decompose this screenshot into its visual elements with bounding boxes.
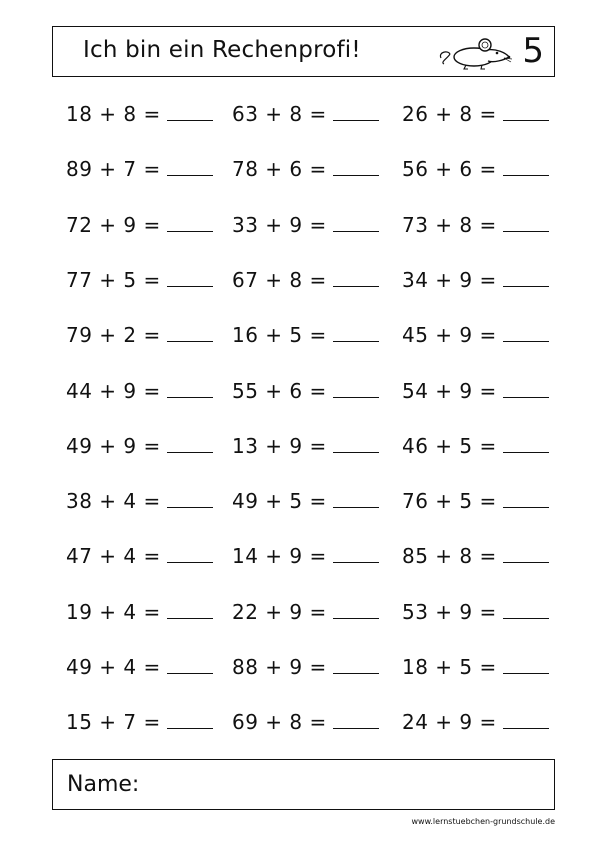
task-equation: 19 + 4 =: [66, 599, 161, 624]
task-equation: 45 + 9 =: [402, 323, 497, 348]
task-item: [66, 155, 213, 181]
answer-blank[interactable]: [167, 598, 213, 619]
task-equation: 77 + 5 =: [66, 267, 161, 292]
task-equation: 88 + 9 =: [232, 655, 327, 679]
task-equation: 46 + 5 =: [402, 433, 497, 458]
task-item: [66, 266, 213, 292]
task-equation: 24 + 9 =: [402, 710, 497, 735]
task-equation: 49 + 4 =: [66, 655, 161, 679]
task-equation: 54 + 9 =: [402, 378, 497, 403]
task-equation: 55 + 6 =: [232, 378, 327, 403]
task-item: [402, 100, 549, 126]
task-row: [0, 528, 595, 584]
task-item: [66, 211, 213, 237]
task-equation: 34 + 9 =: [402, 267, 497, 292]
answer-blank[interactable]: [167, 155, 213, 176]
task-equation: 14 + 9 =: [232, 544, 327, 569]
task-row: [0, 363, 595, 419]
answer-blank[interactable]: [167, 542, 213, 563]
name-box[interactable]: [52, 759, 555, 810]
task-row: [0, 418, 595, 474]
task-equation: 69 + 8 =: [232, 710, 327, 735]
task-equation: 49 + 5 =: [232, 489, 327, 514]
task-equation: 16 + 5 =: [232, 323, 327, 348]
task-item: [66, 542, 213, 568]
task-equation: 26 + 8 =: [402, 102, 497, 126]
answer-blank[interactable]: [333, 432, 379, 453]
task-item: [402, 708, 549, 734]
task-item: [402, 653, 549, 679]
task-equation: 63 + 8 =: [232, 102, 327, 126]
task-item: [232, 266, 379, 292]
task-item: [66, 598, 213, 624]
task-row: [0, 252, 595, 308]
answer-blank[interactable]: [503, 598, 549, 619]
answer-blank[interactable]: [333, 708, 379, 729]
task-item: [402, 598, 549, 624]
task-equation: 18 + 5 =: [402, 655, 497, 679]
task-equation: 78 + 6 =: [232, 157, 327, 182]
task-equation: 49 + 9 =: [66, 433, 161, 458]
answer-blank[interactable]: [503, 377, 549, 398]
answer-blank[interactable]: [167, 100, 213, 121]
task-equation: 44 + 9 =: [66, 378, 161, 403]
task-item: [232, 708, 379, 734]
task-item: [66, 708, 213, 734]
task-item: [232, 211, 379, 237]
task-item: [232, 542, 379, 568]
answer-blank[interactable]: [333, 155, 379, 176]
answer-blank[interactable]: [333, 100, 379, 121]
page-title: Ich bin ein Rechenprofi!: [83, 37, 361, 63]
task-equation: 13 + 9 =: [232, 433, 327, 458]
task-equation: 15 + 7 =: [66, 710, 161, 735]
answer-blank[interactable]: [333, 266, 379, 287]
task-item: [402, 542, 549, 568]
task-equation: 67 + 8 =: [232, 267, 327, 292]
task-row: [0, 584, 595, 640]
task-item: [402, 432, 549, 458]
task-item: [232, 598, 379, 624]
task-equation: 72 + 9 =: [66, 212, 161, 237]
answer-blank[interactable]: [167, 432, 213, 453]
answer-blank[interactable]: [333, 377, 379, 398]
task-item: [66, 321, 213, 347]
task-item: [402, 266, 549, 292]
answer-blank[interactable]: [167, 266, 213, 287]
task-row: [0, 141, 595, 197]
task-row: [0, 307, 595, 363]
answer-blank[interactable]: [503, 100, 549, 121]
task-equation: 89 + 7 =: [66, 157, 161, 182]
answer-blank[interactable]: [503, 155, 549, 176]
footer-url: www.lernstuebchen-grundschule.de: [411, 817, 555, 826]
task-row: [0, 694, 595, 750]
task-item: [232, 487, 379, 513]
name-label: Name:: [67, 772, 140, 797]
task-equation: 79 + 2 =: [66, 323, 161, 348]
answer-blank[interactable]: [167, 487, 213, 508]
task-item: [402, 321, 549, 347]
task-item: [232, 653, 379, 679]
task-equation: 38 + 4 =: [66, 489, 161, 514]
sheet-number: 5: [522, 31, 544, 71]
task-item: [66, 653, 213, 679]
answer-blank[interactable]: [503, 653, 549, 674]
task-item: [232, 321, 379, 347]
answer-blank[interactable]: [333, 542, 379, 563]
task-item: [66, 432, 213, 458]
task-row: [0, 86, 595, 142]
task-item: [402, 155, 549, 181]
task-item: [66, 377, 213, 403]
task-row: [0, 639, 595, 695]
answer-blank[interactable]: [333, 598, 379, 619]
task-item: [66, 487, 213, 513]
mouse-icon: [438, 36, 512, 70]
task-equation: 47 + 4 =: [66, 544, 161, 569]
task-item: [232, 100, 379, 126]
answer-blank[interactable]: [167, 653, 213, 674]
answer-blank[interactable]: [503, 432, 549, 453]
answer-blank[interactable]: [167, 708, 213, 729]
task-equation: 76 + 5 =: [402, 489, 497, 514]
answer-blank[interactable]: [333, 321, 379, 342]
answer-blank[interactable]: [333, 487, 379, 508]
task-item: [66, 100, 213, 126]
answer-blank[interactable]: [333, 653, 379, 674]
answer-blank[interactable]: [167, 211, 213, 232]
task-equation: 53 + 9 =: [402, 599, 497, 624]
answer-blank[interactable]: [167, 321, 213, 342]
header-box: [52, 26, 555, 77]
task-equation: 33 + 9 =: [232, 212, 327, 237]
answer-blank[interactable]: [503, 487, 549, 508]
task-equation: 18 + 8 =: [66, 102, 161, 126]
task-item: [232, 155, 379, 181]
task-item: [402, 377, 549, 403]
answer-blank[interactable]: [503, 708, 549, 729]
answer-blank[interactable]: [503, 211, 549, 232]
task-equation: 85 + 8 =: [402, 544, 497, 569]
answer-blank[interactable]: [333, 211, 379, 232]
task-equation: 56 + 6 =: [402, 157, 497, 182]
task-row: [0, 473, 595, 529]
task-item: [402, 211, 549, 237]
task-equation: 22 + 9 =: [232, 599, 327, 624]
task-item: [232, 377, 379, 403]
task-row: [0, 197, 595, 253]
task-item: [232, 432, 379, 458]
answer-blank[interactable]: [167, 377, 213, 398]
answer-blank[interactable]: [503, 266, 549, 287]
task-item: [402, 487, 549, 513]
answer-blank[interactable]: [503, 321, 549, 342]
answer-blank[interactable]: [503, 542, 549, 563]
task-equation: 73 + 8 =: [402, 212, 497, 237]
